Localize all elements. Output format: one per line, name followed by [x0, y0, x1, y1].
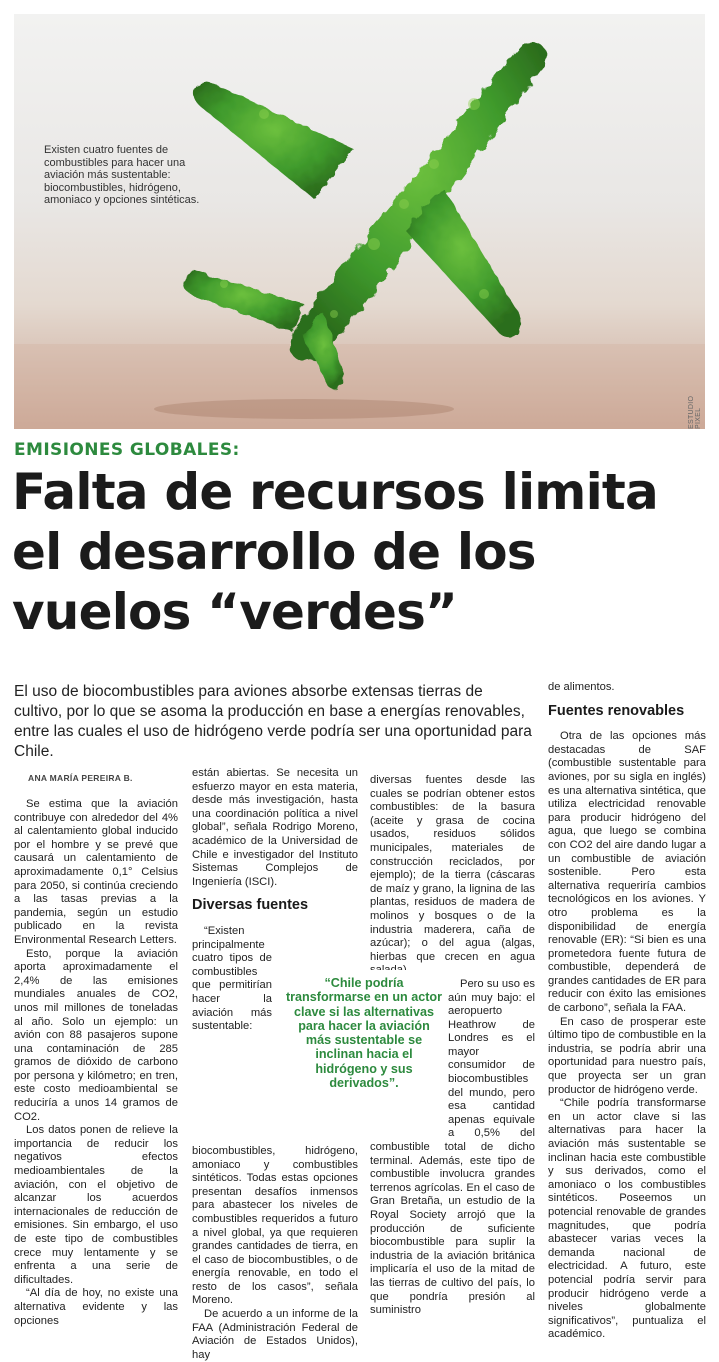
body-paragraph: En caso de prosperar este último tipo de combustible en la industria, se podría abrir una oportunidad para nuestro país, que proyecta ser un gran productor de hidrógeno verde.: [548, 1015, 706, 1096]
body-paragraph: Esto, porque la aviación aporta aproximadamente el 2,4% de las emisiones mundiales anuales de CO2, unos mil millones de toneladas al año. Solo un ejemplo: un avión con 88 pasajeros supone una contaminación de 285 gramos de dióxido de carbono por persona y kilómetro; en tren, este costo medioambiental se reduciría a unos 14 gramos de CO2.: [14, 947, 178, 1123]
article-kicker: EMISIONES GLOBALES:: [14, 440, 240, 460]
article-headline: Falta de recursos limita el desarrollo de los vuelos “verdes”: [12, 463, 658, 641]
body-paragraph: “Existen principalmente cuatro tipos de combustibles que permitirían hacer la aviación más sustentable: biocombustibles, hidrógeno, amoniaco y combustibles sintéticos. Todas estas opciones presentan desafíos inmensos para abastecer los niveles de combustibles requeridos a futuro a nivel global, ya que requieren grandes cantidades de tierra, en el caso de biocombustibles, o de energía renovable, en todo el resto de los casos”, señala Moreno.: [192, 924, 358, 1307]
leafy-airplane-icon: [14, 14, 705, 429]
body-paragraph: Otra de las opciones más destacadas de SAF (combustible sustentable para aviones, por su sigla en inglés) es una alternativa sintética, que utiliza electricidad renovable para producir hidrógeno del agua, que luego se combina con CO2 del aire dando lugar a un combustible de aviación sostenible. Pero esta alternativa requeriría cambios tecnológicos en los aviones. Y otro problema es la disponibilidad de energía renovable (ER): “Si bien es una prometedora fuente futura de combustible, dependerá de grandes cantidades de ER para reducir con éxito las emisiones de carbono”, señala la FAA.: [548, 730, 706, 1015]
hero-photo: [14, 14, 705, 429]
body-paragraph: están abiertas. Se necesita un esfuerzo mayor en esta materia, desde más investigación, hasta una coordinación política a nivel global”, señala Rodrigo Moreno, académico de la Universidad de Chile e investigador del Instituto Sistemas Complejos de Ingeniería (ISCI).: [192, 767, 358, 888]
body-paragraph: “Al día de hoy, no existe una alternativa evidente y las opciones: [14, 1287, 178, 1327]
body-paragraph: de alimentos.: [548, 681, 615, 693]
article-column-4: [548, 681, 706, 1342]
article-column-1: [14, 798, 178, 1328]
article-lede: El uso de biocombustibles para aviones absorbe extensas tierras de cultivo, por lo que se asoma la producción en base a energías renovables, entre las cuales el uso de hidrógeno verde podría ser una oportunidad para Chile.: [14, 683, 532, 760]
body-paragraph: De acuerdo a un informe de la FAA (Administración Federal de Aviación de Estados Unidos), hay: [192, 1308, 358, 1361]
subhead-fuentes-renovables: Fuentes renovables: [548, 702, 685, 719]
photo-caption: Existen cuatro fuentes de combustibles para hacer una aviación más sustentable: biocombustibles, hidrógeno, amoniaco y opciones sintéticas.: [44, 144, 200, 206]
photo-credit: ESTUDIO PIXEL: [688, 395, 702, 429]
body-paragraph: diversas fuentes desde las cuales se podrían obtener estos combustibles: de la basura (aceite y grasa de cocina usados, residuos sólidos municipales, materiales de construcción reciclados, por ejemplo); de la tierra (cáscaras de maíz y grano, la lignina de las plantas, residuos de madera de molinos y bosques o de la industria maderera, caña de azúcar); o del agua (algas, hierbas que crecen en agua: [370, 774, 535, 963]
pull-quote: “Chile podría transformarse en un actor clave si las alternativas para hacer la aviación más sustentable se inclinan hacia el hidrógeno y sus derivados”.: [280, 970, 448, 1096]
body-paragraph: Los datos ponen de relieve la importancia de reducir los negativos efectos medioambientales de la aviación, con el objetivo de alcanzar los acuerdos internacionales de reducción de emisiones. Sin embargo, el uso de este tipo de combustibles crece muy lentamente y se enfrenta a una serie de dificultades.: [14, 1124, 178, 1286]
subhead-diversas-fuentes: Diversas fuentes: [192, 897, 309, 914]
body-paragraph: Se estima que la aviación contribuye con alrededor del 4% al calentamiento global inducido por el hombre y se prevé que causará un calentamiento de aproximadamente 0,1° Celsius para 2050, si continúa creciendo a las tasas previas a la pandemia, según un estudio publicado en la revista Environmental Research Letters.: [14, 798, 178, 946]
article-byline: ANA MARÍA PEREIRA B.: [28, 773, 133, 783]
body-paragraph: Pero su uso es aún muy bajo: el aeropuerto Heathrow de Londres es el mayor consumidor de biocombustibles del mundo, pero esa cantidad apenas equivale a 0,5% del combustible total de dicho terminal. Además, este tipo de combustible involucra grandes terrenos agrícolas. En el caso de Gran Bretaña, un estudio de la Royal Society arrojó que la producción de suficiente biocombustible para suplir la industria de la aviación británica implicaría el uso de la mitad de las tierras de cultivo del país, lo que pondría presión al suministro: [370, 977, 535, 1317]
body-paragraph: “Chile podría transformarse en un actor clave si las alternativas para hacer la aviación más sustentable se inclinan hacia este combustible y sus derivados, como el amoniaco o los combustibles sintéticos. Poseemos un potencial renovable de grandes magnitudes, que podría abastecer varias veces la demanda nacional de electricidad. A futuro, este potencial podría servir para producir hidrógeno verde a niveles globalmente significativos”, puntualiza el académico.: [548, 1097, 706, 1341]
